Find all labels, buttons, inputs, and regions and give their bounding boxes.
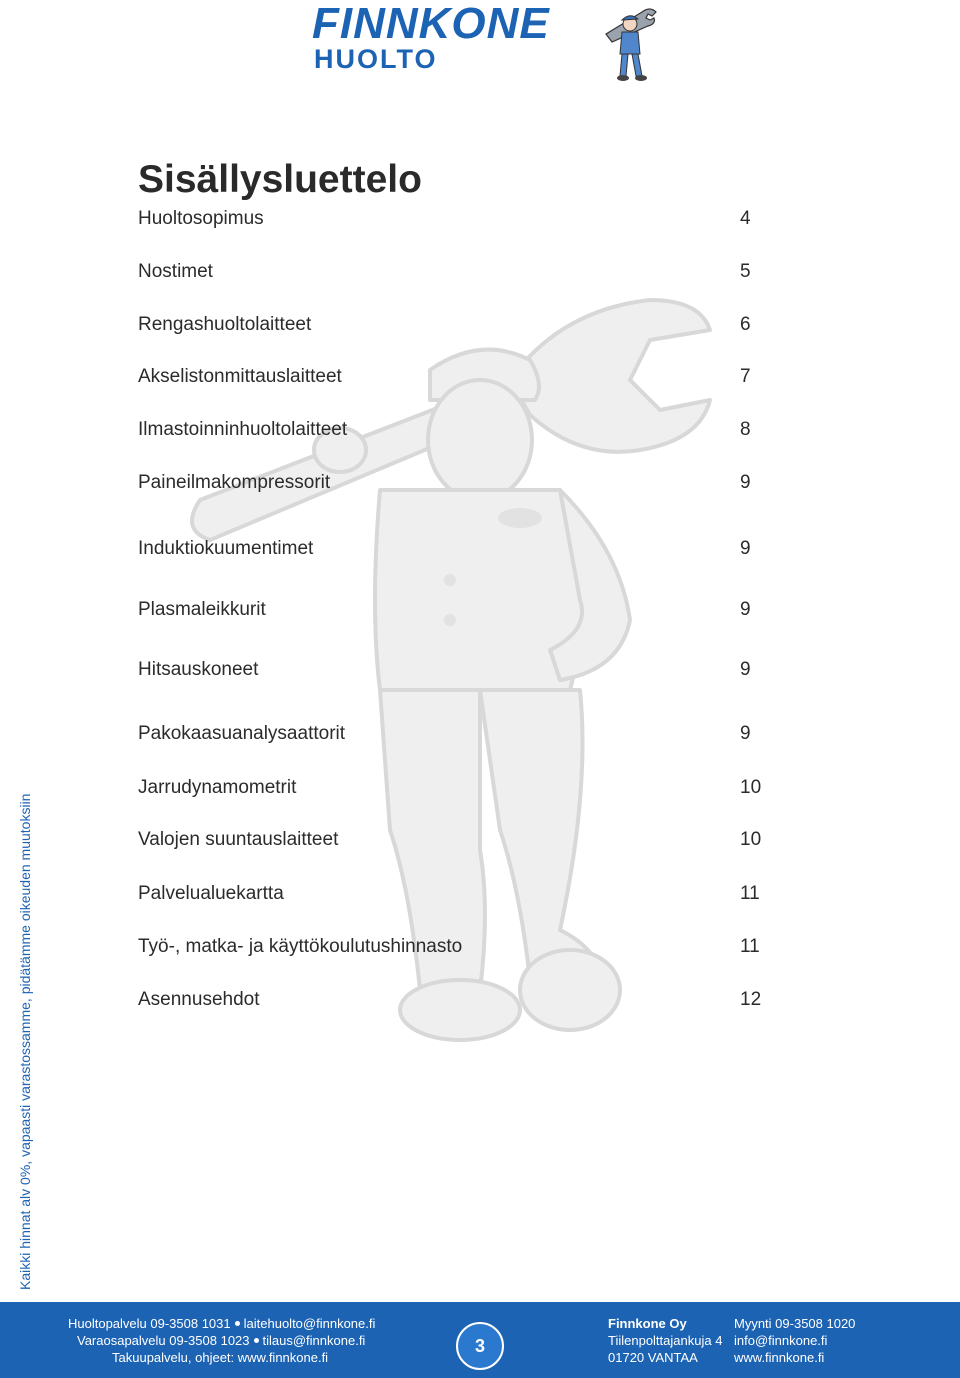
parts-phone: Varaosapalvelu 09-3508 1023 [77, 1333, 250, 1348]
toc-item-label: Valojen suuntauslaitteet [138, 829, 339, 850]
parts-email-link[interactable]: tilaus@finnkone.fi [262, 1333, 366, 1348]
toc-item-label: Akselistonmittauslaitteet [138, 366, 342, 387]
toc-item-page: 10 [740, 829, 762, 850]
toc-item-label: Hitsauskoneet [138, 659, 259, 680]
toc-item-label: Paineilmakompressorit [138, 472, 331, 493]
toc-item-label: Jarrudynamometrit [138, 777, 297, 798]
toc-item [138, 827, 778, 853]
toc-item-page: 11 [740, 883, 760, 904]
mechanic-with-wrench-icon [602, 4, 660, 82]
company-street: Tiilenpolttajankuja 4 [608, 1333, 723, 1348]
toc-item [138, 470, 778, 496]
toc-item [138, 364, 778, 390]
footer-parts-line [77, 1333, 365, 1349]
toc-item-label: Nostimet [138, 261, 213, 282]
toc-item-label: Pakokaasuanalysaattorit [138, 723, 346, 744]
toc-item [138, 259, 778, 285]
toc-item-page: 5 [740, 261, 751, 282]
toc-item-label: Palvelualuekartta [138, 883, 284, 904]
toc-item [138, 987, 778, 1013]
toc-item-label: Huoltosopimus [138, 208, 264, 229]
page-title: Sisällysluettelo [138, 158, 422, 201]
toc-item-label: Rengashuoltolaitteet [138, 314, 312, 335]
toc-item-page: 12 [740, 989, 762, 1010]
bullet-icon [254, 1338, 259, 1343]
toc-item [138, 934, 778, 960]
service-email-link[interactable]: laitehuolto@finnkone.fi [243, 1316, 376, 1331]
page-number-badge: 3 [456, 1322, 504, 1370]
toc-item-page: 9 [740, 659, 751, 680]
footer-support-line: Takuupalvelu, ohjeet: www.finnkone.fi [112, 1350, 329, 1365]
toc-item-label: Plasmaleikkurit [138, 599, 266, 620]
finnkone-huolto-logo [312, 2, 652, 82]
sales-email-link[interactable]: info@finnkone.fi [734, 1333, 828, 1348]
footer-service-line [68, 1316, 375, 1332]
toc-item [138, 206, 778, 232]
toc-item-page: 4 [740, 208, 751, 229]
toc-item-page: 9 [740, 599, 751, 620]
logo-sub-text: HUOLTO [314, 44, 438, 74]
toc-item [138, 881, 778, 907]
footer [0, 1302, 960, 1378]
website-link[interactable]: www.finnkone.fi [734, 1350, 825, 1365]
logo-brand-text: FINNKONE [312, 0, 550, 48]
toc-item [138, 721, 778, 747]
toc-item-page: 11 [740, 936, 760, 957]
toc-item [138, 657, 778, 683]
toc-item-page: 9 [740, 723, 751, 744]
toc-item-page: 9 [740, 472, 751, 493]
toc-item [138, 312, 778, 338]
toc-item-page: 6 [740, 314, 751, 335]
toc-item-page: 10 [740, 777, 762, 798]
toc-item-page: 9 [740, 538, 751, 559]
toc-item-label: Asennusehdot [138, 989, 260, 1010]
toc-item-page: 7 [740, 366, 751, 387]
toc-item [138, 417, 778, 443]
bullet-icon [235, 1321, 240, 1326]
toc-item [138, 775, 778, 801]
service-phone: Huoltopalvelu 09-3508 1031 [68, 1316, 231, 1331]
toc-item [138, 597, 778, 623]
toc-item-label: Ilmastoinninhuoltolaitteet [138, 419, 348, 440]
company-city: 01720 VANTAA [608, 1350, 698, 1365]
company-name: Finnkone Oy [608, 1316, 687, 1331]
price-disclaimer: Kaikki hinnat alv 0%, vapaasti varastossamme, pidätämme oikeuden muutoksiin [17, 793, 33, 1290]
sales-phone: Myynti 09-3508 1020 [734, 1316, 856, 1331]
toc-item-page: 8 [740, 419, 751, 440]
toc-item-label: Työ-, matka- ja käyttökoulutushinnasto [138, 936, 463, 957]
toc-item [138, 536, 778, 562]
toc-item-label: Induktiokuumentimet [138, 538, 314, 559]
